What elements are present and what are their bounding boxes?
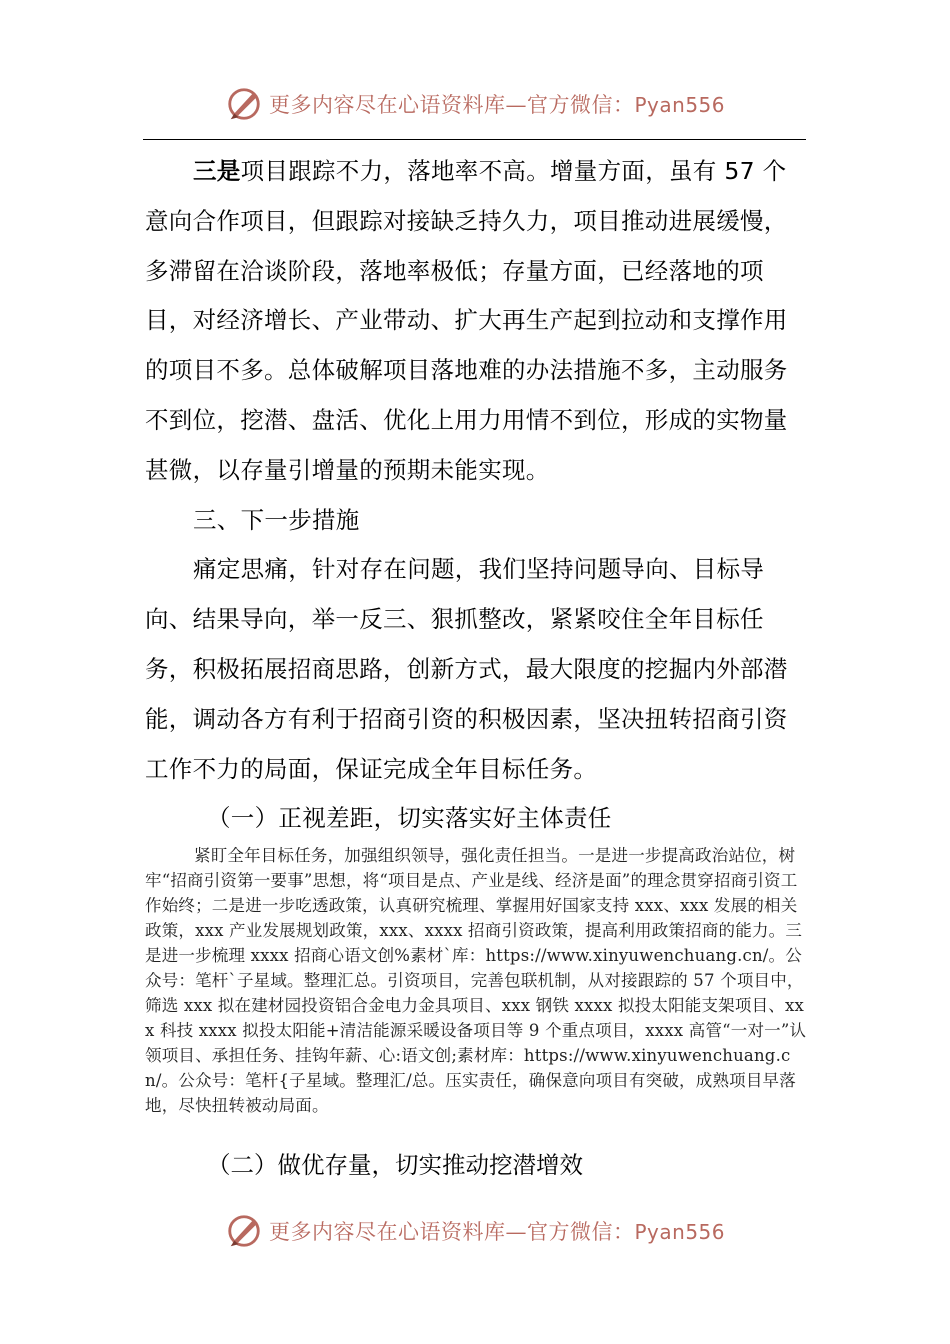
paragraph-responsibility: 紧盯全年目标任务，加强组织领导，强化责任担当。一是进一步提高政治站位，树牢“招商引资第一要事”思想，将“项目是点、产业是线、经济是面”的理念贯穿招商引资工作始终；二是进一步吃透政策，认真研究梳理、掌握用好国家支持 xxx、xxx 发展的相关政策，xxx 产业发展规划政策，xxx、xxxx 招商引资政策，提高利用政策招商的能力。三是进一步梳理 xxxx 招商心语文创%素材`库：https://www.xinyuwenchuang.cn/。公众号：笔杆`子星域。整理汇总。引资项目，完善包联机制，从对接跟踪的 57 个项目中，筛选 xxx 拟在建材园投资铝合金电力金具项目、xxx 钢铁 xxxx 拟投太阳能支架项目、xxx 科技 xxxx 拟投太阳能+清洁能源采暖设备项目等 9 个重点项目，xxxx 高管“一对一”认领项目、承担任务、挂钩年薪、心:语文创;素材库：https://www.xinyuwenchuang.cn/。公众号：笔杆{子星域。整理汇/总。压实责任，确保意向项目有突破，成熟项目早落地，尽快扭转被动局面。: [145, 846, 807, 1115]
bold-lead: 三是: [193, 157, 241, 185]
paragraph-problem-three: 三是项目跟踪不力，落地率不高。增量方面，虽有 57 个意向合作项目，但跟踪对接缺乏持久力，项目推动进展缓慢，多滞留在洽谈阶段，落地率极低；存量方面，已经落地的项目，对经济增长、产业带动、扩大再生产起到拉动和支撑作用的项目不多。总体破解项目落地难的办法措施不多，主动服务不到位，挖潜、盘活、优化上用力用情不到位，形成的实物量甚微，以存量引增量的预期未能实现。: [145, 157, 788, 484]
header-divider: [143, 139, 806, 140]
pen-logo-icon: [225, 85, 263, 123]
header-banner: [225, 84, 725, 124]
subheading-two: （二）做优存量，切实推动挖潜增效: [207, 1151, 583, 1179]
wechat-id: Pyan556: [634, 93, 726, 117]
banner-text: 更多内容尽在心语资料库—官方微信：Pyan556: [269, 1220, 726, 1244]
footer-banner: [225, 1211, 725, 1251]
small-text-block: [145, 843, 810, 1118]
subheading-one: （一）正视差距，切实落实好主体责任: [207, 804, 612, 833]
wechat-id: Pyan556: [634, 1220, 726, 1244]
pen-logo-icon: [225, 1212, 263, 1250]
banner-text: 更多内容尽在心语资料库—官方微信：Pyan556: [269, 93, 726, 117]
paragraph-next-steps: 痛定思痛，针对存在问题，我们坚持问题导向、目标导向、结果导向，举一反三、狠抓整改，紧紧咬住全年目标任务，积极拓展招商思路，创新方式，最大限度的挖掘内外部潜能，调动各方有利于招商引资的积极因素，坚决扭转招商引资工作不力的局面，保证完成全年目标任务。: [145, 555, 788, 783]
section-title-next-steps: 三、下一步措施: [193, 505, 360, 534]
document-body: [145, 147, 810, 844]
